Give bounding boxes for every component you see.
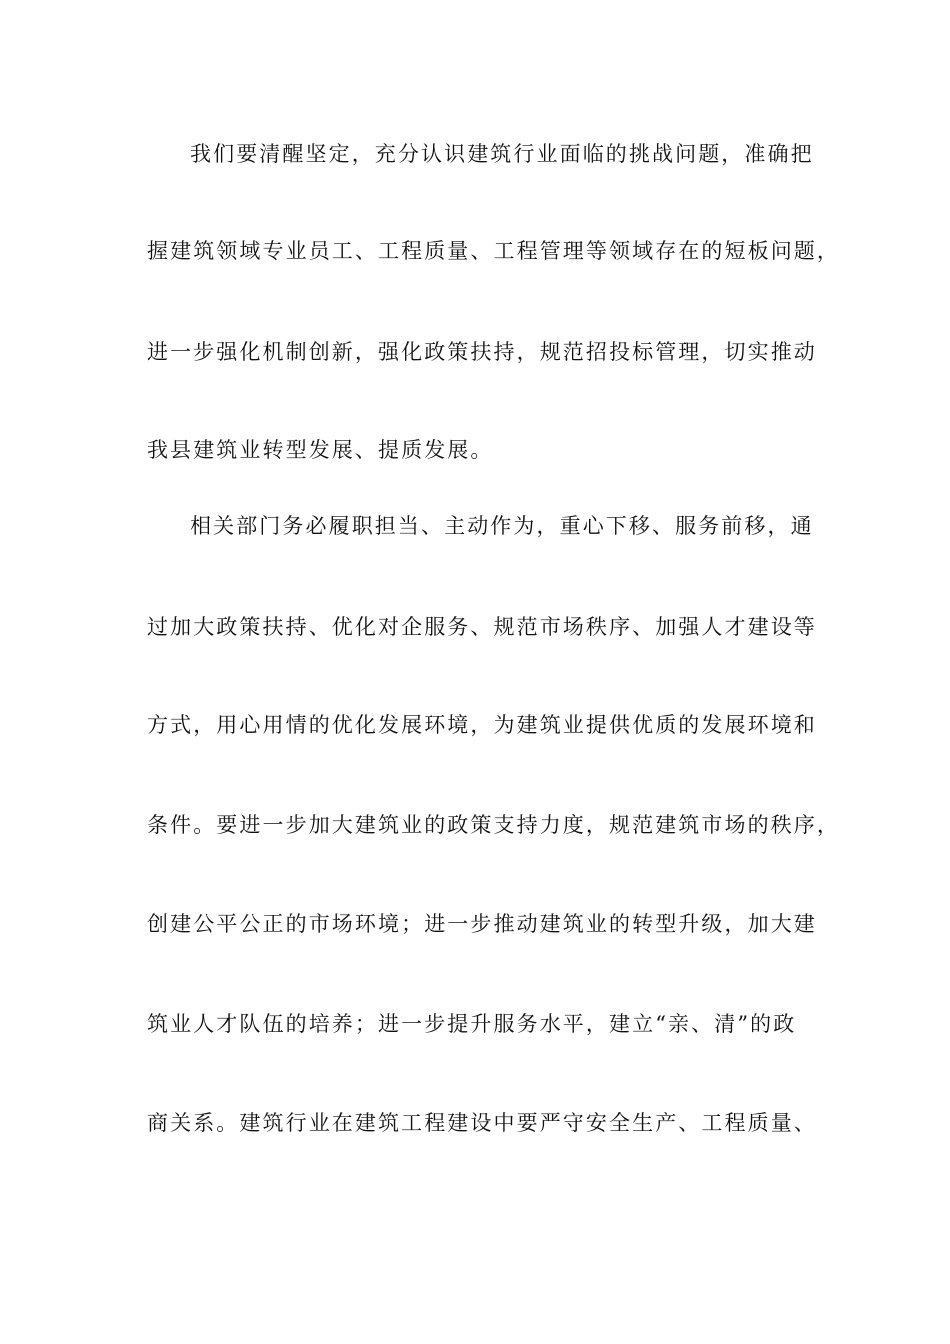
text-line: 方式，用心用情的优化发展环境，为建筑业提供优质的发展环境和 [147,713,817,737]
text-line: 条件。要进一步加大建筑业的政策支持力度，规范建筑市场的秩序， [147,813,840,837]
text-line: 创建公平公正的市场环境；进一步推动建筑业的转型升级，加大建 [147,912,817,936]
text-line: 我县建筑业转型发展、提质发展。 [147,438,494,462]
text-line: 商关系。建筑行业在建筑工程建设中要严守安全生产、工程质量、 [147,1111,817,1135]
text-line: 筑业人才队伍的培养；进一步提升服务水平，建立“亲、清”的政 [147,1012,797,1036]
text-line: 相关部门务必履职担当、主动作为，重心下移、服务前移，通 [190,514,814,538]
text-line: 进一步强化机制创新，强化政策扶持，规范招投标管理，切实推动 [147,340,817,364]
text-line: 过加大政策扶持、优化对企服务、规范市场秩序、加强人才建设等 [147,615,817,639]
text-line: 我们要清醒坚定，充分认识建筑行业面临的挑战问题，准确把 [190,142,814,166]
text-line: 握建筑领域专业员工、工程质量、工程管理等领域存在的短板问题， [147,239,840,263]
